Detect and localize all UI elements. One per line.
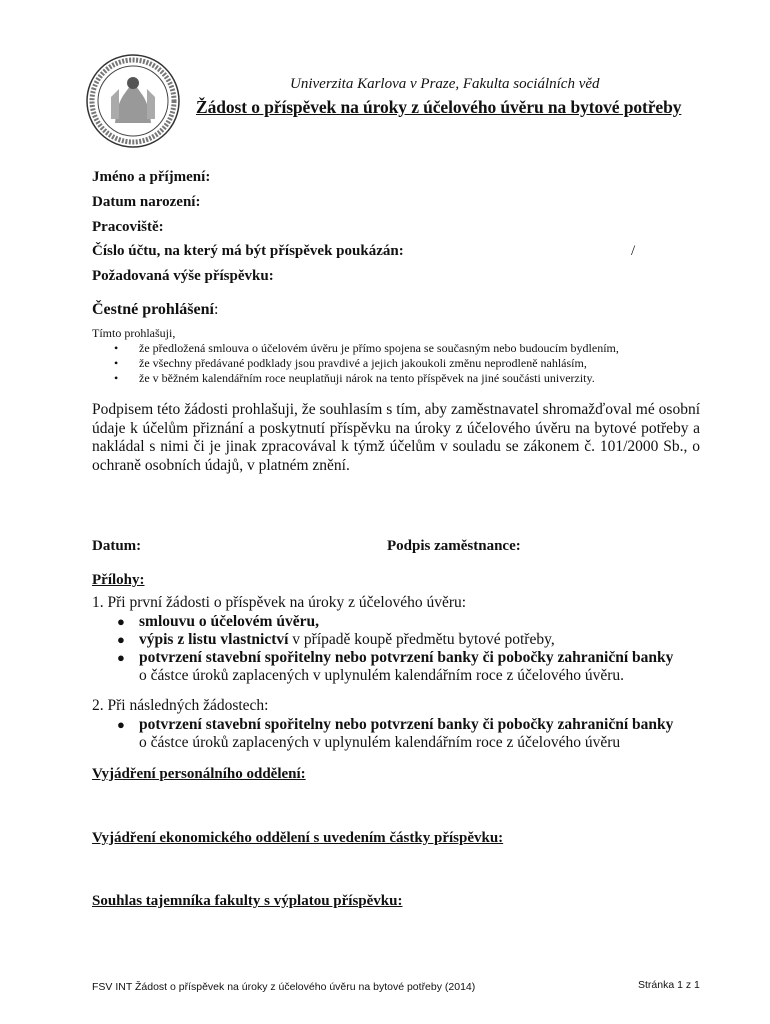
footer-page-number: Stránka 1 z 1 <box>638 979 700 991</box>
field-account-label: Číslo účtu, na který má být příspěvek poukázán: <box>92 243 404 259</box>
field-birth-date-label: Datum narození: <box>92 194 201 210</box>
declaration-item: • že v běžném kalendářním roce neuplatňuji nárok na tento příspěvek na jiné součásti univerzity. <box>114 371 595 385</box>
university-name: Univerzita Karlova v Praze, Fakulta sociálních věd <box>290 76 600 92</box>
footer-document-id: FSV INT Žádost o příspěvek na úroky z účelového úvěru na bytové potřeby (2014) <box>92 981 476 993</box>
field-name-label: Jméno a příjmení: <box>92 169 211 185</box>
attachment-item: ● výpis z listu vlastnictví v případě koupě předmětu bytové potřeby, <box>117 631 555 648</box>
attachment-item: ● smlouvu o účelovém úvěru, <box>117 613 319 630</box>
date-label: Datum: <box>92 538 142 554</box>
field-amount-label: Požadovaná výše příspěvku: <box>92 268 274 284</box>
secretary-approval-label: Souhlas tajemníka fakulty s výplatou příspěvku: <box>92 893 403 909</box>
consent-paragraph: Podpisem této žádosti prohlašuji, že souhlasím s tím, aby zaměstnavatel shromažďoval mé osobní údaje k účelům přiznání a poskytnutí příspěvku na úroky z účelového úvěru na bytové potřeby a nakládal s nimi či je jinak zpracovával k týmž účelům v souladu se zákonem č. 101/2000 Sb., o ochraně osobních údajů, v platném znění. <box>92 401 700 474</box>
personnel-approval-label: Vyjádření personálního oddělení: <box>92 766 306 782</box>
attachments-first-heading: 1. Při první žádosti o příspěvek na úroky z účelového úvěru: <box>92 594 467 611</box>
attachment-item: ● potvrzení stavební spořitelny nebo potvrzení banky či pobočky zahraniční banky o částce úroků zaplacených v uplynulém kalendářním roce z účelového úvěru <box>117 716 674 751</box>
attachments-second-heading: 2. Při následných žádostech: <box>92 697 269 714</box>
attachment-item: ● potvrzení stavební spořitelny nebo potvrzení banky či pobočky zahraniční banky o částce úroků zaplacených v uplynulém kalendářním roce z účelového úvěru. <box>117 649 674 684</box>
declaration-item: • že všechny předávané podklady jsou pravdivé a jejich jakoukoli změnu neprodleně nahlásím, <box>114 356 587 370</box>
signature-label: Podpis zaměstnance: <box>387 538 521 554</box>
declaration-intro: Tímto prohlašuji, <box>92 326 176 340</box>
declaration-item: • že předložená smlouva o účelovém úvěru je přímo spojena se současným nebo budoucím bydlením, <box>114 341 619 355</box>
economic-approval-label: Vyjádření ekonomického oddělení s uvedením částky příspěvku: <box>92 830 504 846</box>
declaration-heading: Čestné prohlášení: <box>92 301 219 318</box>
document-title: Žádost o příspěvek na úroky z účelového úvěru na bytové potřeby <box>196 97 682 117</box>
attachments-heading: Přílohy: <box>92 572 145 588</box>
account-separator: / <box>631 243 636 259</box>
university-seal <box>85 53 181 149</box>
field-workplace-label: Pracoviště: <box>92 219 164 235</box>
